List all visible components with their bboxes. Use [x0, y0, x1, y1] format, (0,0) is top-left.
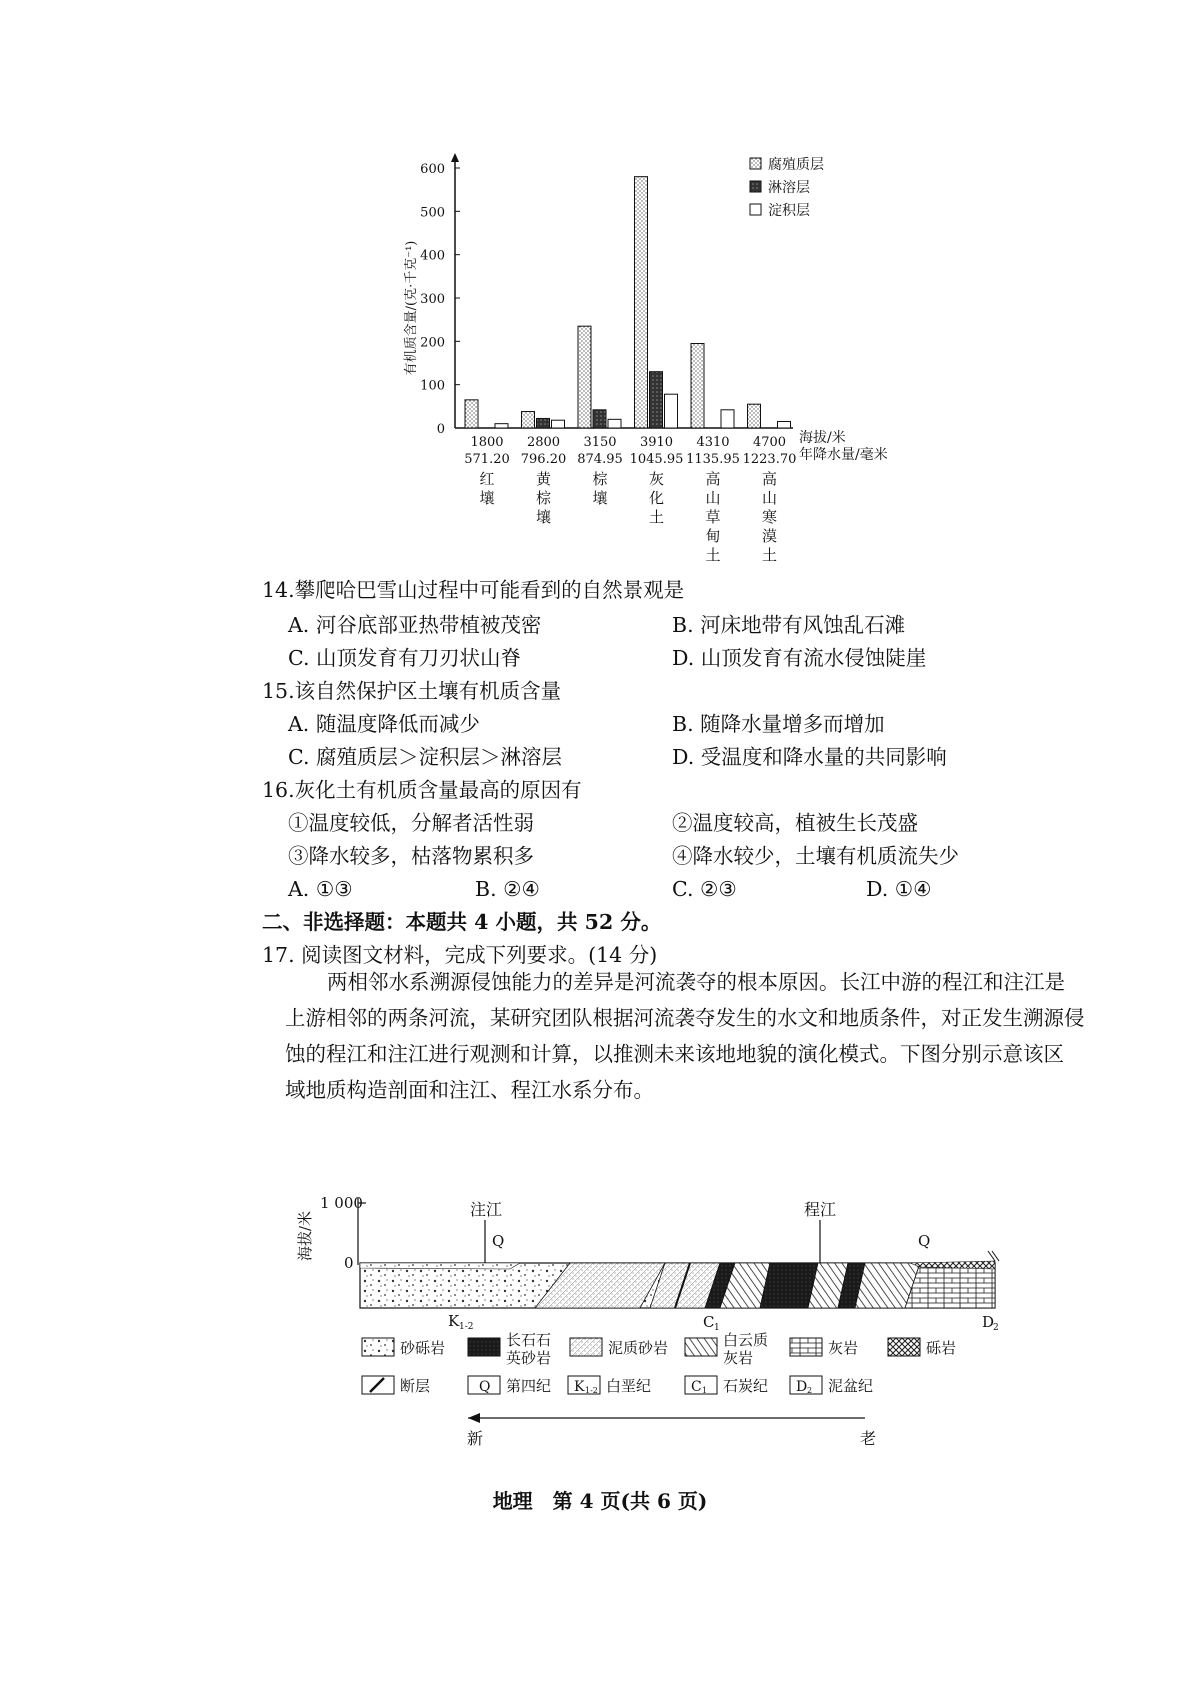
y-tick-label: 500 [420, 205, 445, 221]
quaternary-cover-left [360, 1263, 520, 1269]
q14-option-c: C. 山顶发育有刀刃状山脊 [288, 646, 521, 670]
geologic-section-figure [296, 1188, 1130, 1468]
x-tick-altitude: 1800 [470, 435, 504, 450]
x-tick-soil-char: 土 [705, 546, 721, 564]
y-tick-label: 400 [420, 248, 445, 264]
legend-sandy-conglomerate-label: 砂砾岩 [400, 1339, 446, 1357]
legend-label: 腐殖质层 [768, 157, 824, 173]
bar-腐殖质层-黄棕壤 [522, 412, 535, 428]
x-tick-altitude: 2800 [526, 435, 561, 450]
bar-淋溶层-黄棕壤 [537, 418, 550, 428]
question-16-stem: 16.灰化土有机质含量最高的原因有 [262, 778, 582, 802]
legend-muddy-sandstone-label: 泥质砂岩 [608, 1339, 669, 1357]
q16-statement-3: ③降水较多，枯落物累积多 [288, 844, 534, 868]
q16-option-a: A. ①③ [288, 877, 353, 901]
legend-feldspar-quartz-sandstone-label-2: 英砂岩 [506, 1349, 552, 1367]
bar-淀积层-高山草甸土 [721, 410, 734, 428]
legend-label: 淀积层 [768, 203, 810, 219]
x-tick-soil-char: 化 [648, 489, 665, 507]
age-label-new: 新 [467, 1429, 484, 1448]
x-tick-soil-char: 草 [705, 508, 721, 526]
q16-statement-2: ②温度较高，植被生长茂盛 [672, 811, 918, 835]
break-mark-2 [992, 1251, 999, 1261]
y-label-1000: 1 000 [320, 1194, 363, 1212]
soil-organic-matter-chart [395, 150, 965, 610]
y-axis-title: 海拔/米 [296, 1210, 314, 1262]
bar-腐殖质层-高山寒漠土 [748, 404, 761, 428]
x-tick-soil-char: 壤 [479, 489, 495, 507]
q15-option-a: A. 随温度降低而减少 [288, 712, 480, 736]
x-tick-soil-char: 壤 [535, 508, 552, 526]
x-tick-soil-char: 壤 [592, 489, 608, 507]
x-tick-soil-char: 棕 [592, 470, 608, 488]
legend-devonian-box-letter: D [796, 1379, 808, 1395]
y-axis-arrow [451, 153, 459, 162]
legend-quaternary-box-letter: Q [479, 1379, 491, 1395]
bar-淋溶层-棕壤 [593, 410, 606, 428]
bar-腐殖质层-灰化土 [635, 177, 648, 428]
bar-淀积层-黄棕壤 [552, 420, 565, 428]
x-tick-precip: 1045.95 [629, 452, 684, 467]
label-d-sub: 2 [993, 1323, 999, 1333]
x-tick-soil-char: 高 [705, 470, 721, 488]
q14-option-a: A. 河谷底部亚热带植被茂密 [288, 613, 542, 637]
section-2-heading: 二、非选择题：本题共 4 小题，共 52 分。 [262, 910, 662, 934]
legend-carboniferous-box-sub: 1 [702, 1386, 708, 1395]
x-tick-altitude: 3910 [639, 435, 674, 450]
y-tick-label: 100 [420, 378, 445, 394]
legend-conglomerate-swatch [888, 1338, 920, 1356]
x-tick-precip: 1223.70 [742, 452, 797, 467]
bar-腐殖质层-高山草甸土 [691, 344, 704, 429]
bar-腐殖质层-棕壤 [578, 326, 591, 428]
x-tick-soil-char: 灰 [648, 470, 665, 488]
question-14-stem: 14.攀爬哈巴雪山过程中可能看到的自然景观是 [262, 578, 685, 602]
q16-option-d: D. ①④ [866, 877, 932, 901]
x-tick-altitude: 4310 [696, 435, 730, 450]
x-axis-label-altitude: 海拔/米 [799, 430, 846, 446]
question-17-stem: 17. 阅读图文材料，完成下列要求。(14 分) [262, 943, 658, 967]
legend-muddy-sandstone-swatch [570, 1338, 602, 1356]
break-mark-1 [988, 1251, 995, 1261]
y-label-0: 0 [344, 1254, 354, 1272]
x-tick-precip: 796.20 [520, 452, 567, 467]
legend-swatch [750, 181, 761, 192]
chart-axes [451, 153, 793, 428]
legend-devonian-box-sub: 2 [807, 1386, 813, 1395]
legend-swatch [750, 204, 761, 215]
legend-limestone-label: 灰岩 [828, 1339, 859, 1357]
material-line-4: 域地质构造剖面和注江、程江水系分布。 [285, 1078, 654, 1102]
x-tick-altitude: 4700 [752, 435, 787, 450]
q15-option-b: B. 随降水量增多而增加 [672, 712, 885, 736]
river-label-zhujiang: 注江 [470, 1200, 503, 1219]
legend-fault-label: 断层 [400, 1377, 431, 1395]
y-tick-label: 300 [420, 292, 445, 307]
question-15-stem: 15.该自然保护区土壤有机质含量 [262, 679, 562, 703]
x-tick-soil-char: 红 [479, 470, 495, 488]
legend-devonian-label: 泥盆纪 [828, 1377, 874, 1395]
river-label-chengjiang: 程江 [804, 1200, 837, 1219]
bar-淋溶层-灰化土 [650, 372, 663, 428]
y-axis-label: 有机质含量/(克·千克⁻¹) [404, 240, 419, 376]
x-tick-precip: 874.95 [577, 452, 623, 467]
age-arrow-head [468, 1413, 480, 1423]
legend-conglomerate-label: 砾岩 [926, 1339, 957, 1357]
layer-limestone [905, 1263, 995, 1308]
q14-option-b: B. 河床地带有风蚀乱石滩 [672, 613, 906, 637]
bar-淀积层-红壤 [495, 424, 508, 428]
legend-feldspar-quartz-sandstone-swatch [468, 1338, 500, 1356]
legend-carboniferous-label: 石炭纪 [723, 1377, 769, 1395]
x-tick-soil-char: 漠 [761, 527, 778, 545]
x-tick-soil-char: 棕 [535, 489, 552, 507]
q16-statement-1: ①温度较低，分解者活性弱 [288, 811, 534, 835]
x-tick-precip: 1135.95 [686, 452, 740, 467]
q16-statement-4: ④降水较少，土壤有机质流失少 [672, 844, 959, 868]
material-line-3: 蚀的程江和注江进行观测和计算，以推测未来该地地貌的演化模式。下图分别示意该区 [285, 1042, 1064, 1066]
geo-legend [362, 1331, 956, 1448]
legend-carboniferous-box-letter: C [691, 1379, 702, 1395]
legend-dolomitic-limestone-swatch [685, 1338, 717, 1356]
x-tick-soil-char: 甸 [705, 527, 721, 545]
y-tick-label: 200 [420, 335, 445, 351]
x-tick-soil-char: 黄 [535, 470, 552, 488]
material-line-2: 上游相邻的两条河流，某研究团队根据河流袭夺发生的水文和地质条件，对正发生溯源侵 [285, 1006, 1085, 1030]
label-d: D [982, 1313, 995, 1331]
material-line-1: 两相邻水系溯源侵蚀能力的差异是河流袭夺的根本原因。长江中游的程江和注江是 [327, 970, 1065, 994]
legend-cretaceous-label: 白垩纪 [606, 1377, 652, 1395]
label-k-sub: 1-2 [459, 1322, 474, 1332]
legend-dolomitic-limestone-label-2: 灰岩 [723, 1349, 754, 1367]
x-tick-soil-char: 土 [648, 508, 665, 526]
x-tick-soil-char: 寒 [761, 508, 778, 526]
legend-feldspar-quartz-sandstone-label-1: 长石石 [506, 1331, 552, 1349]
x-tick-precip: 571.20 [464, 452, 510, 467]
bar-淀积层-高山寒漠土 [778, 422, 791, 429]
y-tick-label: 600 [420, 162, 445, 177]
label-k: K [448, 1312, 460, 1330]
bar-淀积层-灰化土 [665, 394, 678, 428]
x-tick-soil-char: 山 [705, 489, 721, 507]
x-tick-soil-char: 土 [761, 546, 778, 564]
y-tick-label: 0 [436, 422, 445, 437]
legend-cretaceous-box-sub: 1-2 [585, 1386, 598, 1395]
q15-option-c: C. 腐殖质层＞淀积层＞淋溶层 [288, 745, 562, 769]
chart-bars [465, 177, 791, 428]
page-footer: 地理 第 4 页(共 6 页) [492, 1489, 708, 1513]
q15-option-d: D. 受温度和降水量的共同影响 [672, 745, 947, 769]
chart-legend [750, 156, 824, 219]
legend-label: 淋溶层 [768, 180, 810, 196]
x-axis-label-precip: 年降水量/毫米 [799, 447, 888, 463]
x-tick-soil-char: 高 [761, 470, 778, 488]
bar-淀积层-棕壤 [608, 419, 621, 428]
q16-option-c: C. ②③ [672, 877, 737, 901]
geo-section [296, 1194, 999, 1333]
x-tick-soil-char: 山 [761, 489, 778, 507]
label-c: C [703, 1313, 715, 1331]
x-tick-altitude: 3150 [583, 435, 617, 450]
legend-dolomitic-limestone-label-1: 白云质 [723, 1331, 769, 1349]
bar-腐殖质层-红壤 [465, 400, 478, 428]
legend-swatch [750, 158, 761, 169]
legend-limestone-swatch [790, 1338, 822, 1356]
question-17-material [285, 964, 1130, 1108]
label-q-right: Q [918, 1232, 931, 1250]
q16-option-b: B. ②④ [475, 877, 540, 901]
legend-quaternary-label: 第四纪 [506, 1377, 552, 1395]
label-c-sub: 1 [714, 1323, 720, 1333]
legend-sandy-conglomerate-swatch [362, 1338, 394, 1356]
age-label-old: 老 [860, 1429, 877, 1448]
q14-option-d: D. 山顶发育有流水侵蚀陡崖 [672, 646, 927, 670]
label-q-left: Q [492, 1232, 505, 1250]
legend-cretaceous-box-letter: K [574, 1379, 585, 1395]
